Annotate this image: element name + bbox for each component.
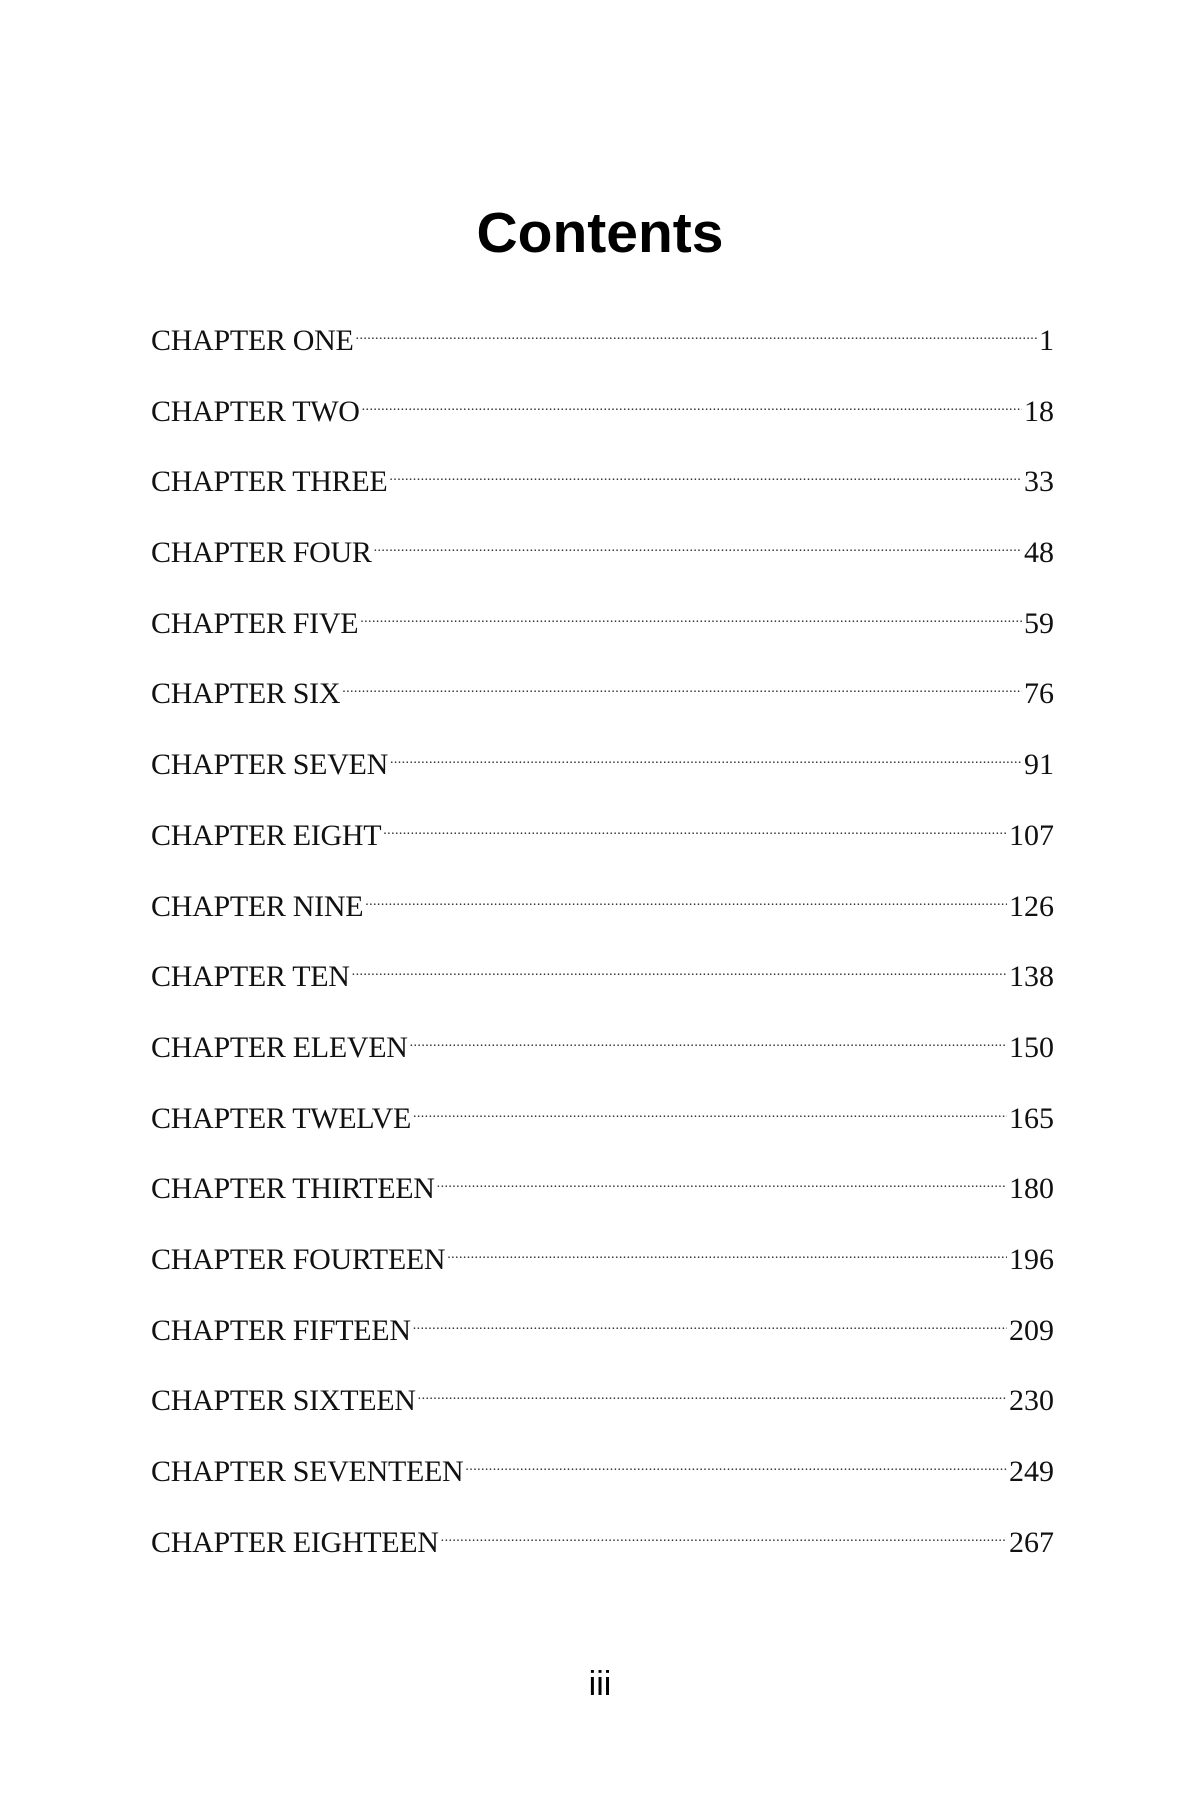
toc-entry[interactable] [151,1017,1054,1088]
toc-entry-page: 138 [1009,960,1054,994]
toc-entry-page: 150 [1009,1030,1054,1064]
toc-entry-page: 91 [1024,748,1054,782]
toc-entry-page: 230 [1009,1384,1054,1418]
toc-entry-page: 196 [1009,1242,1054,1276]
dot-leader [374,522,1022,562]
toc-entry-label: CHAPTER NINE [151,889,364,923]
toc-entry-label: CHAPTER THREE [151,465,388,499]
toc-entry-label: CHAPTER TEN [151,960,350,994]
dot-leader [410,1017,1007,1057]
toc-entry-page: 267 [1009,1525,1054,1559]
dot-leader [356,310,1037,350]
dot-leader [360,593,1022,633]
toc-entry-label: CHAPTER EIGHTEEN [151,1525,439,1559]
toc-entry[interactable] [151,1158,1054,1229]
toc-entry-page: 107 [1009,818,1054,852]
toc-entry-label: CHAPTER SIXTEEN [151,1384,416,1418]
dot-leader [447,1229,1007,1269]
dot-leader [352,946,1007,986]
toc-entry-label: CHAPTER FIFTEEN [151,1313,411,1347]
toc-entry-label: CHAPTER SEVENTEEN [151,1455,464,1488]
toc-entry[interactable] [151,946,1054,1017]
toc-entry-label: CHAPTER TWELVE [151,1101,411,1135]
dot-leader [413,1088,1007,1128]
toc-entry-label: CHAPTER FOUR [151,536,372,570]
toc-entry[interactable] [151,876,1054,947]
toc-entry-page: 126 [1009,889,1054,923]
toc-entry-page: 165 [1009,1101,1054,1135]
toc-entry[interactable] [151,1512,1054,1583]
toc-entry-label: CHAPTER FOURTEEN [151,1242,446,1276]
toc-entry-label: CHAPTER TWO [151,394,360,428]
toc-entry-label: CHAPTER FIVE [151,606,359,640]
toc-entry-label: CHAPTER SIX [151,677,341,711]
toc-entry[interactable] [151,1088,1054,1159]
toc-entry-page: 18 [1024,394,1054,428]
toc-entry-page: 59 [1024,606,1054,640]
dot-leader [362,381,1022,421]
toc-entry-page: 48 [1024,536,1054,570]
toc-entry[interactable] [151,1229,1054,1300]
dot-leader [365,876,1007,916]
toc-entry[interactable] [151,593,1054,664]
toc-entry-page: 33 [1024,465,1054,499]
toc-entry-label: CHAPTER THIRTEEN [151,1172,435,1206]
dot-leader [383,805,1007,845]
toc-entry-page: 249 [1009,1455,1054,1488]
toc-entry-page: 1 [1039,324,1054,357]
toc-entry-label: CHAPTER EIGHT [151,818,382,852]
toc-entry-page: 209 [1009,1313,1054,1347]
toc-entry[interactable] [151,1370,1054,1441]
toc-entry[interactable] [151,451,1054,522]
dot-leader [418,1370,1007,1410]
toc-entry[interactable] [151,663,1054,734]
toc-entry[interactable] [151,522,1054,593]
dot-leader [342,663,1022,703]
toc-entry[interactable] [151,734,1054,805]
table-of-contents [151,310,1054,1582]
toc-entry[interactable] [151,1441,1054,1512]
dot-leader [465,1441,1007,1481]
dot-leader [437,1158,1007,1198]
toc-entry-label: CHAPTER SEVEN [151,748,388,782]
dot-leader [413,1300,1007,1340]
toc-entry-page: 180 [1009,1172,1054,1206]
toc-entry-label: CHAPTER ONE [151,324,354,357]
toc-entry[interactable] [151,1300,1054,1371]
toc-entry-page: 76 [1024,677,1054,711]
toc-entry-label: CHAPTER ELEVEN [151,1030,408,1064]
page-number: iii [588,1665,612,1703]
toc-entry[interactable] [151,381,1054,452]
dot-leader [390,734,1022,774]
page-title: Contents [476,201,724,265]
toc-entry[interactable] [151,310,1054,381]
dot-leader [389,451,1022,491]
toc-entry[interactable] [151,805,1054,876]
dot-leader [441,1512,1007,1552]
